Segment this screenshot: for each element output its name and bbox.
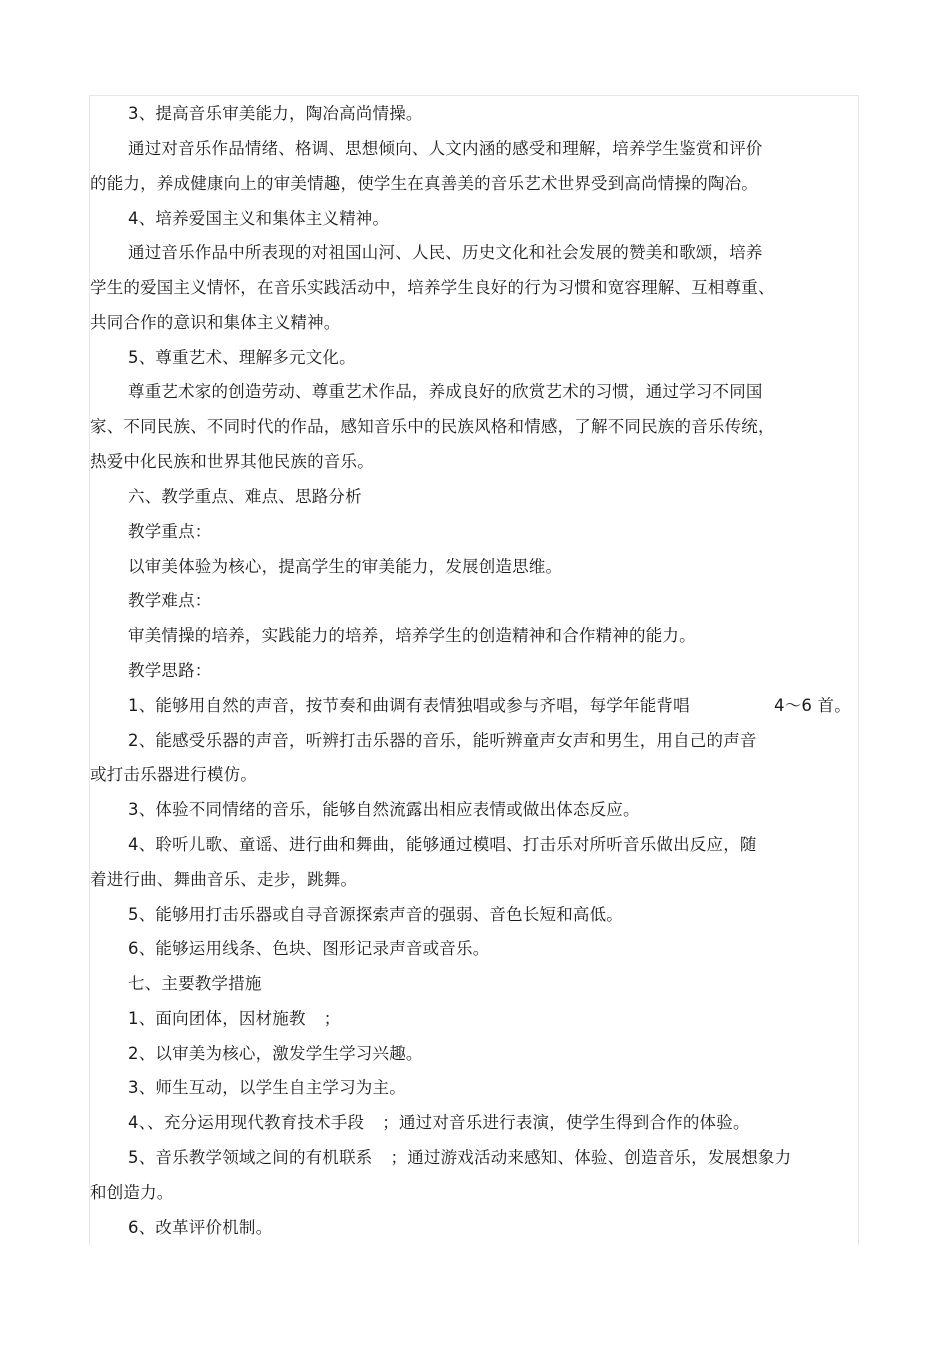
text-segment: 1、能够用自然的声音，按节奏和曲调有表情独唱或参与齐唱，每学年能背唱 [128, 696, 690, 715]
text-line: 着进行曲、舞曲音乐、走步，跳舞。 [90, 870, 358, 889]
text-line: 2、能感受乐器的声音，听辨打击乐器的音乐，能听辨童声女声和男生，用自己的声音 [128, 731, 757, 750]
text-segment: 4～6 首。 [774, 696, 851, 715]
text-line [128, 1148, 791, 1168]
text-segment: ； [323, 1009, 341, 1028]
subheading: 教学难点： [128, 591, 212, 610]
text-line: 或打击乐器进行模仿。 [90, 765, 257, 784]
text-line: 2、以审美为核心，激发学生学习兴趣。 [128, 1044, 423, 1063]
text-line: 4、培养爱国主义和集体主义精神。 [128, 209, 390, 228]
text-line: 和创造力。 [90, 1183, 174, 1202]
text-line: 学生的爱国主义情怀，在音乐实践活动中，培养学生良好的行为习惯和宽容理解、互相尊重、 [90, 278, 775, 297]
text-line: 热爱中化民族和世界其他民族的音乐。 [90, 452, 374, 471]
text-line: 的能力，养成健康向上的审美情趣，使学生在真善美的音乐艺术世界受到高尚情操的陶冶。 [90, 174, 758, 193]
text-line: 以审美体验为核心，提高学生的审美能力，发展创造思维。 [128, 557, 563, 576]
text-line: 3、体验不同情绪的音乐，能够自然流露出相应表情或做出体态反应。 [128, 800, 640, 819]
text-line: 5、能够用打击乐器或自寻音源探索声音的强弱、音色长短和高低。 [128, 905, 623, 924]
text-line: 6、能够运用线条、色块、图形记录声音或音乐。 [128, 939, 490, 958]
text-line: 家、不同民族、不同时代的作品，感知音乐中的民族风格和情感，了解不同民族的音乐传统， [90, 417, 775, 436]
subheading: 教学重点： [128, 522, 212, 541]
subheading: 教学思路： [128, 661, 212, 680]
text-line: 3、提高音乐审美能力，陶冶高尚情操。 [128, 104, 423, 123]
text-line: 4、聆听儿歌、童谣、进行曲和舞曲，能够通过模唱、打击乐对所听音乐做出反应，随 [128, 835, 757, 854]
text-line [128, 1113, 750, 1133]
text-line: 通过对音乐作品情绪、格调、思想倾向、人文内涵的感受和理解，培养学生鉴赏和评价 [128, 139, 763, 158]
text-line: 通过音乐作品中所表现的对祖国山河、人民、历史文化和社会发展的赞美和歌颂，培养 [128, 243, 763, 262]
text-segment: 1、面向团体，因材施教 [128, 1009, 306, 1028]
text-line: 尊重艺术家的创造劳动、尊重艺术作品，养成良好的欣赏艺术的习惯，通过学习不同国 [128, 382, 763, 401]
text-line: 审美情操的培养，实践能力的培养，培养学生的创造精神和合作精神的能力。 [128, 626, 696, 645]
text-line: 3、师生互动，以学生自主学习为主。 [128, 1078, 406, 1097]
text-segment: 4、、充分运用现代教育技术手段 [128, 1113, 365, 1132]
text-segment: 5、音乐教学领域之间的有机联系 [128, 1148, 373, 1167]
section-heading: 六、教学重点、难点、思路分析 [128, 487, 362, 506]
text-line [128, 1009, 340, 1029]
text-line: 共同合作的意识和集体主义精神。 [90, 313, 341, 332]
text-line: 5、尊重艺术、理解多元文化。 [128, 348, 356, 367]
text-segment: ；通过游戏活动来感知、体验、创造音乐，发展想象力 [390, 1148, 792, 1167]
text-line [128, 696, 690, 716]
text-line: 6、改革评价机制。 [128, 1218, 273, 1237]
text-segment: ；通过对音乐进行表演，使学生得到合作的体验。 [382, 1113, 750, 1132]
section-heading: 七、主要教学措施 [128, 974, 262, 993]
